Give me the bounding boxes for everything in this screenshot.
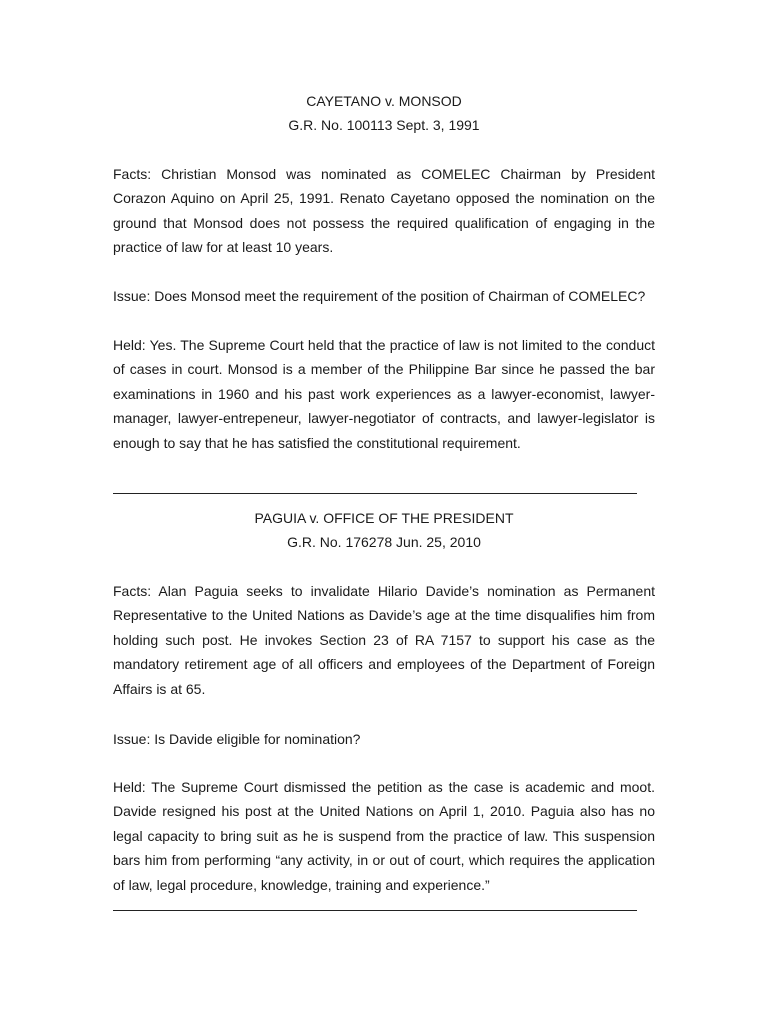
facts-paragraph: Facts: Christian Monsod was nominated as COMELEC Chairman by President Corazon Aquino on April 25, 1991. Renato Cayetano opposed the nomination on the ground that Monsod does not possess the required qualification of engaging in the practice of law for at least 10 years. [113,166,655,256]
case-held [113,775,655,897]
case-paguia-v-office-of-the-president [113,506,655,554]
issue-paragraph: Issue: Does Monsod meet the requirement of the position of Chairman of COMELEC? [113,288,646,304]
facts-paragraph: Facts: Alan Paguia seeks to invalidate Hilario Davide’s nomination as Permanent Representative to the United Nations as Davide’s age at the time disqualifies him from holding such post. He invokes Section 23 of RA 7157 to support his case as the mandatory retirement age of all officers and employees of the Department of Foreign Affairs is at 65. [113,583,655,697]
case-facts [113,579,655,701]
held-paragraph: Held: Yes. The Supreme Court held that the practice of law is not limited to the conduct of cases in court. Monsod is a member of the Philippine Bar since he passed the bar examinations in 1960 and his past work experiences as a lawyer-economist, lawyer-manager, lawyer-entrepeneur, lawyer-negotiator of contracts, and lawyer-legislator is enough to say that he has satisfied the constitutional requirement. [113,337,655,451]
case-facts [113,162,655,260]
case-title: PAGUIA v. OFFICE OF THE PRESIDENT [254,510,514,526]
case-title: CAYETANO v. MONSOD [306,93,462,109]
case-cayetano-v-monsod [113,89,655,137]
issue-paragraph: Issue: Is Davide eligible for nomination? [113,731,361,747]
section-divider [113,910,637,911]
case-issue [113,727,655,751]
case-issue [113,284,655,308]
case-gr-number: G.R. No. 100113 Sept. 3, 1991 [288,117,480,133]
case-held [113,333,655,455]
case-gr-number: G.R. No. 176278 Jun. 25, 2010 [287,534,481,550]
held-paragraph: Held: The Supreme Court dismissed the petition as the case is academic and moot. Davide resigned his post at the United Nations on April 1, 2010. Paguia also has no legal capacity to bring suit as he is suspend from the practice of law. This suspension bars him from performing “any activity, in or out of court, which requires the application of law, legal procedure, knowledge, training and experience.” [113,779,655,893]
section-divider [113,493,637,494]
